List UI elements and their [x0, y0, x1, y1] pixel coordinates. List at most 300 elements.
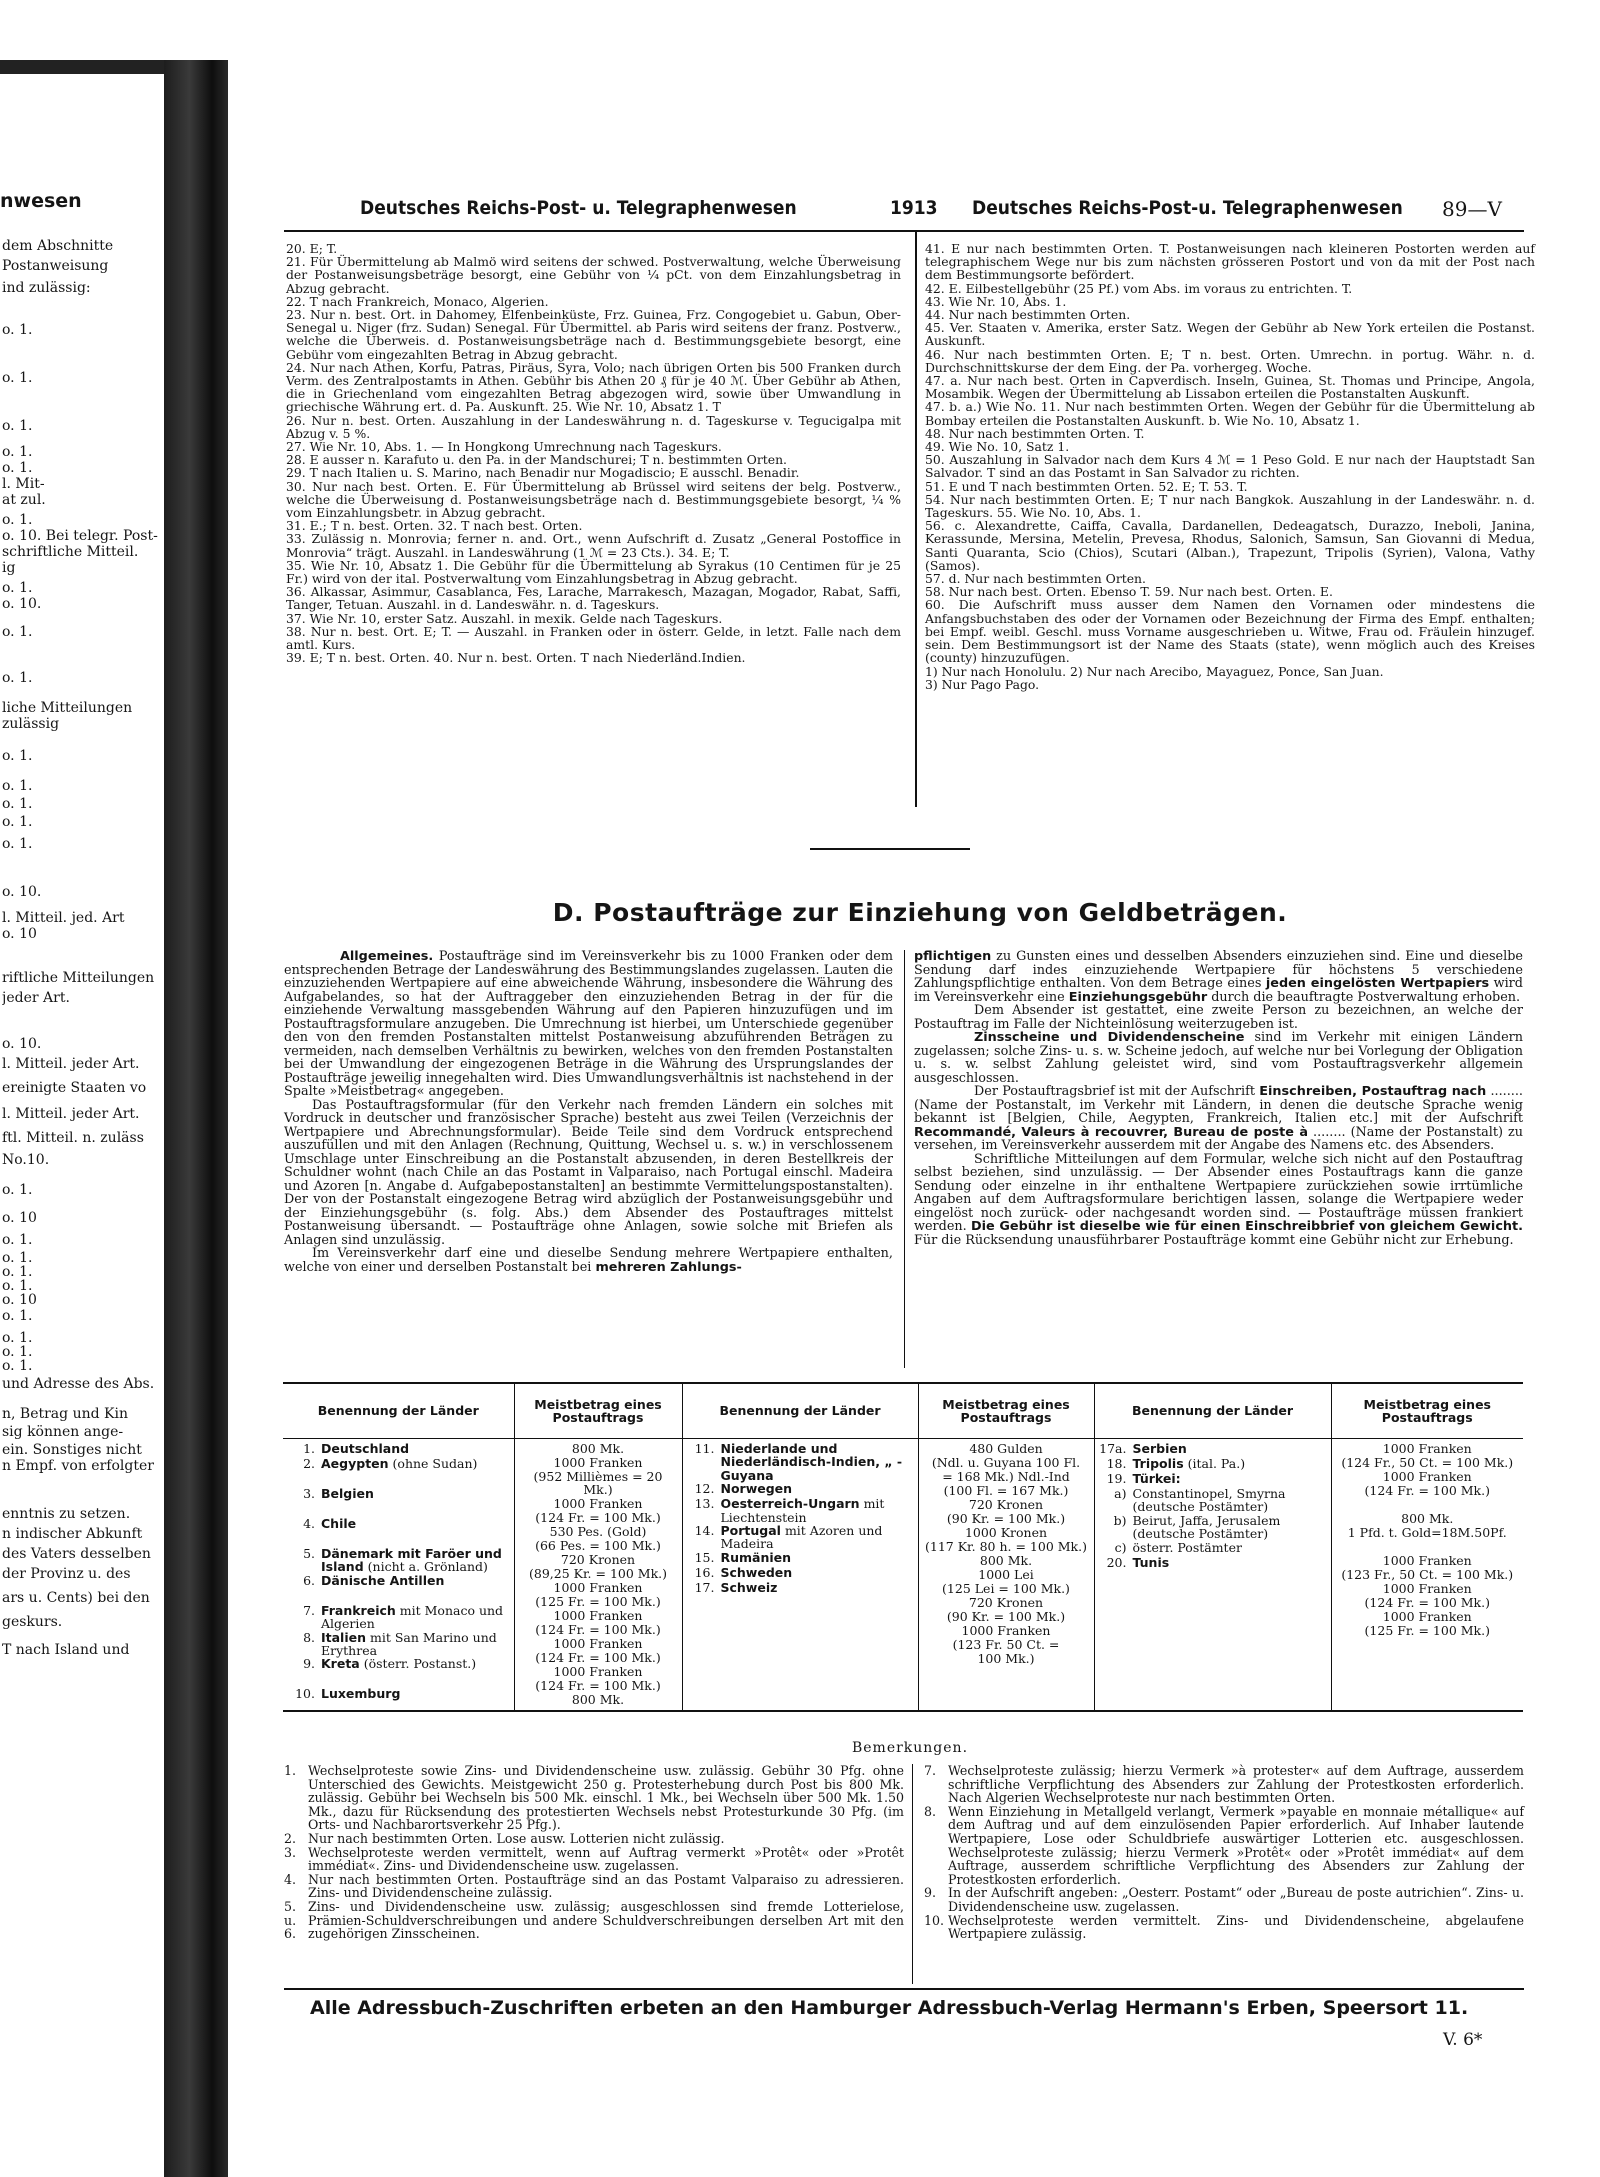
country-name-bold: Belgien	[321, 1486, 374, 1501]
country-row	[1099, 1472, 1327, 1487]
section-separator	[810, 848, 970, 850]
country-name-bold: Türkei:	[1132, 1471, 1181, 1486]
max-amount: (90 Kr. = 100 Mk.)	[946, 1609, 1066, 1624]
footnote: 57. d. Nur nach bestimmten Orten.	[925, 571, 1146, 587]
country-name	[321, 1457, 510, 1472]
left-page-line: ein. Sonstiges nicht	[2, 1442, 142, 1458]
footnote: 54. Nur nach bestimmten Orten. E; T nur nach Bangkok. Auszahlung in der Landeswähr. n. d. Tageskurs. 55. Wie No. 10, Abs. 1.	[925, 491, 1535, 521]
country-name-bold: Tunis	[1132, 1554, 1170, 1570]
max-amount: (124 Fr. = 100 Mk.)	[535, 1621, 661, 1637]
remark-number: 9.	[924, 1885, 937, 1901]
countries-column-3	[1094, 1439, 1331, 1711]
max-amount: (89,25 Kr. = 100 Mk.)	[528, 1565, 668, 1581]
max-amount: 100 Mk.)	[977, 1651, 1035, 1666]
remark-number: 7.	[924, 1763, 937, 1778]
left-page-line: o. 1.	[2, 370, 33, 386]
country-number: 17.	[694, 1579, 715, 1595]
max-amount: 1000 Lei	[978, 1567, 1034, 1582]
country-name-bold: Schweden	[720, 1564, 793, 1580]
left-page-line: o. 1.	[2, 1344, 33, 1360]
footnote: 44. Nur nach bestimmten Orten.	[925, 307, 1131, 323]
country-number: 4.	[303, 1516, 315, 1531]
footnote: 27. Wie Nr. 10, Abs. 1. — In Hongkong Umrechnung nach Tageskurs.	[286, 439, 722, 455]
left-page-line: o. 1.	[2, 418, 33, 434]
max-amount: (124 Fr. = 100 Mk.)	[535, 1649, 661, 1665]
left-page-line: o. 1.	[2, 322, 33, 338]
country-row	[287, 1672, 510, 1687]
max-amount: (66 Pes. = 100 Mk.)	[535, 1537, 661, 1553]
country-name	[321, 1631, 510, 1658]
country-number: 2.	[303, 1456, 315, 1471]
max-amount: 800 Mk.	[979, 1553, 1033, 1568]
country-name	[321, 1672, 510, 1687]
country-number: 19.	[1106, 1471, 1127, 1486]
section-column-divider	[904, 950, 905, 1368]
section-bold-pflichtigen: pflichtigen	[914, 949, 992, 964]
max-amount: 1000 Franken	[553, 1635, 643, 1651]
footnote: 28. E ausser n. Karafuto u. den Pa. in der Mandschurei; T n. bestimmten Orten.	[286, 452, 787, 468]
max-amount: 480 Gulden	[969, 1441, 1043, 1456]
remarks-title: Bemerkungen.	[851, 1740, 969, 1756]
country-name	[721, 1442, 914, 1482]
section-text-brief-a: Der Postauftragsbrief ist mit der Aufschrift	[974, 1084, 1260, 1099]
country-number: 12.	[694, 1481, 715, 1497]
remark-text: Wenn Einziehung in Metallgeld verlangt, Vermerk »payable en monnaie métallique« auf dem Auftrag und auf dem einzulösenden Papier erforderlich. Auf Inhaber lautende Wertpapiere, Lose oder Schuldbriefe auswärtiger Lotterien etc. ausgeschlossen. Wechselproteste zulässig; hierzu Vermerk »Protêt« oder »Protêt immédiat« auf dem Auftrage, ausserdem schriftliche Verpflichtung des Absenders zur Zahlung der Protestkosten erforderlich.	[948, 1803, 1524, 1887]
max-amount: 1 Pfd. t. Gold=18M.50Pf.	[1347, 1525, 1507, 1540]
max-amount: 1000 Franken	[1382, 1609, 1472, 1624]
country-name	[1133, 1541, 1327, 1556]
footer-advert: Alle Adressbuch-Zuschriften erbeten an den Hamburger Adressbuch-Verlag Hermann's Erben, Speersort 11.	[310, 1997, 1469, 2019]
left-page-line: o. 1.	[2, 1182, 33, 1198]
max-amount: = 168 Mk.) Ndl.-Ind	[942, 1469, 1070, 1484]
remark-item	[284, 1873, 904, 1900]
remark-item	[284, 1846, 904, 1873]
country-row	[287, 1472, 510, 1487]
country-name-bold: Schweiz	[720, 1579, 778, 1595]
left-page-line: jeder Art.	[2, 990, 70, 1006]
country-name-bold: Serbien	[1132, 1441, 1187, 1456]
left-page-line: Postanweisung	[2, 258, 109, 274]
values-column-1	[514, 1439, 682, 1711]
remark-text: Wechselproteste zulässig; hierzu Vermerk »à protester« auf dem Auftrage, ausserdem schriftliche Verpflichtung des Absenders zur Zahlung der Protestkosten erforderlich. Nach Algerien Wechselproteste nur nach bestimmten Orten.	[948, 1763, 1524, 1806]
th-countries-1: Benennung der Länder	[283, 1383, 514, 1439]
left-page-line: ars u. Cents) bei den	[2, 1590, 150, 1606]
country-name	[1133, 1472, 1327, 1487]
left-page-line: o. 10	[2, 1210, 37, 1226]
section-text-formular: Das Postauftragsformular (für den Verkehr nach fremden Ländern ein solches mit Vordruck in deutscher und französischer Sprache) besteht aus zwei Teilen (Verzeichnis der Wertpapiere und Abrechnungsformular). Beide Teile sind dem Vordruck entsprechend auszufüllen und mit den Anlagen (Rechnung, Quittung, Wechsel u. s. w.) in verschlossenem Umschlage unter Einschreibung an die Postanstalt abzusenden, in deren Bestellkreis der Schuldner wohnt (nach Chile an das Postamt in Valparaiso, nach Portugal einschl. Madeira und Azoren [n. Angabe d. Aufgabepostanstalten] an bestimmte Vermittelungspostanstalten). Der von der Postanstalt eingezogene Betrag wird abzüglich der Postanweisungsgebühr und der Einziehungsgebühr (s. folg. Abs.) dem Absender des Postauftrages mittelst Postanweisung übersandt. — Postaufträge ohne Anlagen, sowie solche mit Briefen als Anlagen sind unzulässig.	[284, 1097, 893, 1248]
left-page-line: sig können ange-	[2, 1424, 124, 1440]
header-year: 1913	[890, 197, 938, 219]
max-amount: 1000 Franken	[1382, 1441, 1472, 1456]
countries-column-1	[283, 1439, 514, 1711]
section-column-right	[914, 950, 1523, 1247]
countries-column-2	[682, 1439, 918, 1711]
section-text-brief-c: ........ (Name der Postanstalt) zu versehen, im Vereinsverkehr ausserdem mit der Angabe des Namens etc. des Absenders.	[914, 1124, 1523, 1153]
country-row	[687, 1482, 914, 1497]
section-title: D. Postaufträge zur Einziehung von Geldbeträgen.	[552, 898, 1288, 927]
left-page-line: o. 1.	[2, 748, 33, 764]
footnote: 1) Nur nach Honolulu. 2) Nur nach Arecibo, Mayaguez, Ponce, San Juan.	[925, 663, 1384, 679]
country-name-bold: Norwegen	[720, 1481, 793, 1497]
country-row	[1099, 1487, 1327, 1514]
section-text-1: zu Gunsten eines und desselben Absenders einzuziehen sind. Eine und dieselbe Sendung darf indes einzuziehende Wertpapiere für höchstens 5 verschiedene Zahlungspflichtige enthalten. Von dem Betrage eines	[914, 949, 1523, 991]
left-page-line: schriftliche Mitteil.	[2, 544, 139, 560]
left-page-line: o. 10	[2, 1292, 37, 1308]
max-amount: 800 Mk.	[571, 1691, 625, 1707]
left-page-line: o. 10. Bei telegr. Post-	[2, 528, 158, 544]
left-page-line: o. 1.	[2, 670, 33, 686]
footnote: 56. c. Alexandrette, Caiffa, Cavalla, Dardanellen, Dedeagatsch, Durazzo, Ineboli, Janina, Kerassunde, Mersina, Metelin, Prevesa, Rhodus, Salonich, Samsun, San Giovanni di Medua, Santi Quaranta, Scio (Chios), Scutari (Alban.), Trapezunt, Tripolis (Syrien), Valona, Vathy (Samos).	[925, 518, 1535, 573]
country-name	[321, 1574, 510, 1589]
remark-item	[284, 1832, 904, 1846]
country-name-bold: Dänemark mit Faröer und Island	[321, 1546, 502, 1575]
max-amount: (Ndl. u. Guyana 100 Fl.	[931, 1455, 1081, 1470]
country-name-bold: Italien	[321, 1629, 367, 1645]
max-amount: (124 Fr., 50 Ct. = 100 Mk.)	[1341, 1455, 1514, 1470]
left-page-line: liche Mitteilungen	[2, 700, 133, 716]
page-mark: V. 6*	[1443, 2030, 1483, 2050]
country-row	[287, 1574, 510, 1589]
max-amount: (123 Fr. 50 Ct. =	[952, 1637, 1060, 1652]
th-countries-3: Benennung der Länder	[1094, 1383, 1331, 1439]
header-right-title: Deutsches Reichs-Post-u. Telegraphenwesen	[972, 197, 1403, 219]
country-name-bold: Niederlande und Niederländisch-Indien, „ -Guyana	[720, 1441, 903, 1483]
max-amount: 1000 Franken	[553, 1607, 643, 1623]
max-amount: 1000 Franken	[1382, 1553, 1472, 1568]
country-name-extra: (ital. Pa.)	[1183, 1456, 1246, 1471]
country-row	[1099, 1514, 1327, 1541]
max-amount: 1000 Franken	[553, 1495, 643, 1511]
country-number: c)	[1114, 1539, 1127, 1555]
country-name	[321, 1502, 510, 1517]
footnote: 50. Auszahlung in Salvador nach dem Kurs 4 ℳ = 1 Peso Gold. E nur nach der Hauptstadt San Salvador. T sind an das Postamt in San Salvador zu richten.	[925, 452, 1535, 481]
max-amount: 720 Kronen	[560, 1551, 636, 1567]
max-amount: 800 Mk.	[1401, 1511, 1454, 1526]
country-name-extra: mit Monaco und Algerien	[321, 1602, 504, 1632]
remarks-right	[924, 1764, 1524, 1941]
section-text-vereinsverkehr: Im Vereinsverkehr darf eine und dieselbe Sendung mehrere Wertpapiere enthalten, welche von einer und derselben Postanstalt bei	[284, 1246, 893, 1275]
remark-item	[284, 1900, 904, 1941]
country-row	[287, 1687, 510, 1702]
left-page-line: l. Mitteil. jeder Art.	[2, 1106, 140, 1122]
remark-item	[924, 1764, 1524, 1805]
footnote: 48. Nur nach bestimmten Orten. T.	[925, 425, 1145, 441]
left-page-line: o. 1.	[2, 1358, 33, 1374]
running-header	[360, 197, 1525, 227]
max-amount: (124 Fr. = 100 Mk.)	[1364, 1483, 1490, 1498]
section-text-2: wird im Vereinsverkehr eine	[914, 976, 1523, 1005]
footnote: 20. E; T.	[286, 241, 338, 256]
country-row	[287, 1487, 510, 1502]
country-row	[287, 1517, 510, 1532]
max-amount: (90 Kr. = 100 Mk.)	[946, 1511, 1066, 1526]
country-number: 3.	[303, 1486, 315, 1501]
country-name-bold: Dänische Antillen	[321, 1572, 445, 1588]
country-name	[321, 1487, 510, 1502]
section-bold-gebuehr: Einziehungsgebühr	[1068, 989, 1208, 1005]
footnote: 33. Zulässig n. Monrovia; ferner n. and. Ort., wenn Aufschrift d. Zusatz „General Postoffice in Monrovia“ trägt. Auszahl. in Landeswährung (1 ℳ = 23 Cts.). 34. E; T.	[286, 531, 901, 560]
footnote: 49. Wie No. 10, Satz 1.	[925, 439, 1070, 455]
lead-label: Allgemeines.	[340, 949, 434, 964]
country-row	[1099, 1442, 1327, 1457]
max-amount: (125 Fr. = 100 Mk.)	[535, 1593, 661, 1609]
section-bold-gleiche-gebuehr: Die Gebühr ist dieselbe wie für einen Einschreibbrief von gleichem Gewicht.	[971, 1219, 1523, 1234]
max-amount: (125 Lei = 100 Mk.)	[942, 1581, 1070, 1596]
section-text-absender: Dem Absender ist gestattet, eine zweite Person zu bezeichnen, an welche der Postauftrag im Falle der Nichteinlösung weiterzugeben ist.	[914, 1003, 1523, 1032]
left-page-line: T nach Island und	[2, 1642, 130, 1658]
left-page-line: o. 1.	[2, 460, 33, 476]
country-row	[687, 1524, 914, 1551]
left-page-line: des Vaters desselben	[2, 1546, 151, 1562]
footnote: 26. Nur n. best. Orten. Auszahlung in der Landeswährung n. d. Tageskurse v. Tegucigalpa mit Abzug v. 5 %.	[286, 412, 901, 441]
header-page-number: 89—V	[1442, 197, 1502, 221]
country-number: 1.	[303, 1441, 315, 1456]
values-column-3	[1331, 1439, 1523, 1711]
country-number: 20.	[1106, 1554, 1127, 1570]
left-page-line: n, Betrag und Kin	[2, 1406, 128, 1422]
left-page-line: und Adresse des Abs.	[2, 1376, 155, 1392]
country-name-extra: österr. Postämter	[1132, 1539, 1242, 1555]
footnote: 21. Für Übermittelung ab Malmö wird seitens der schwed. Postverwaltung, welche Überweisung der Postanweisungsbeträge besorgt, eine Gebühr von ¼ pCt. von dem Einzahlungsbetrag in Abzug gebracht.	[286, 254, 901, 296]
footnote: 45. Ver. Staaten v. Amerika, erster Satz. Wegen der Gebühr ab New York erteilen die Postanst. Auskunft.	[925, 320, 1535, 349]
country-row	[287, 1457, 510, 1472]
country-number	[287, 1532, 321, 1547]
country-name	[721, 1497, 914, 1524]
max-amount: (100 Fl. = 167 Mk.)	[943, 1483, 1069, 1498]
country-row	[1099, 1541, 1327, 1556]
country-name	[721, 1581, 914, 1596]
country-row	[1099, 1457, 1327, 1472]
max-amount: 530 Pes. (Gold)	[549, 1523, 647, 1539]
section-text-mitteilungen: Schriftliche Mitteilungen auf dem Formular, welche sich nicht auf den Postauftrag selbst beziehen, sind unzulässig. — Der Absender eines Postauftrags kann die ganze Sendung oder einzelne in ihr enthaltene Wertpapiere zurückziehen sowie irrtümliche Angaben auf dem Auftragsformulare berichtigen lassen, solange die Wertpapiere weder eingelöst noch zurück- oder nachgesandt worden sind. — Postaufträge müssen frankiert werden.	[914, 1151, 1523, 1234]
country-row	[287, 1442, 510, 1457]
country-name	[1133, 1457, 1327, 1472]
country-row	[287, 1532, 510, 1547]
country-row	[687, 1566, 914, 1581]
section-bold-zahlungs: mehreren Zahlungs-	[595, 1259, 742, 1275]
remark-item	[924, 1914, 1524, 1941]
country-name	[321, 1442, 510, 1457]
left-page-line: dem Abschnitte	[2, 238, 114, 254]
country-name	[321, 1517, 510, 1532]
country-row	[687, 1581, 914, 1596]
remark-number: 10.	[924, 1912, 945, 1928]
country-number: 5.	[303, 1546, 315, 1561]
country-number: b)	[1113, 1512, 1127, 1528]
country-name	[321, 1472, 510, 1487]
country-number	[287, 1472, 321, 1487]
left-page-line: o. 10.	[2, 1036, 42, 1052]
section-bold-einschreiben: Einschreiben, Postauftrag nach	[1259, 1084, 1487, 1099]
country-number	[287, 1672, 321, 1687]
remark-text: Nur nach bestimmten Orten. Lose ausw. Lotterien nicht zulässig.	[308, 1830, 725, 1846]
country-name-extra: (nicht a. Grönland)	[363, 1559, 488, 1575]
country-name-bold: Aegypten	[321, 1456, 389, 1471]
section-text-brief-b: ........ (Name der Postanstalt, im Verkehr mit Ländern, in denen die deutsche Sprache wenig bekannt ist [Belgien, Chile, Aegypten, Frankreich, Italien etc.] mit der Aufschrift	[914, 1084, 1523, 1126]
max-amount: 1000 Franken	[1382, 1581, 1472, 1596]
max-amount	[1336, 1540, 1520, 1554]
country-number: 8.	[303, 1629, 315, 1645]
section-bold-zinsscheine: Zinsscheine und Dividendenscheine	[974, 1030, 1245, 1045]
left-page-line: l. Mitteil. jed. Art	[2, 910, 125, 926]
left-page-line: ig	[2, 560, 16, 576]
left-page-line: o. 1.	[2, 580, 33, 596]
section-text-3: durch die beauftragte Postverwaltung erhoben.	[1207, 989, 1521, 1005]
country-name-extra: (österr. Postanst.)	[359, 1656, 477, 1672]
remarks-divider	[912, 1764, 913, 1984]
country-name	[1133, 1514, 1327, 1541]
left-page-line: zulässig	[2, 716, 60, 732]
remark-text: Zins- und Dividendenscheine usw. zulässig; ausgeschlossen sind fremde Lotterielose, Prämien-Schuldverschreibungen und andere Schuldverschreibungen derselben Art mit den zugehörigen Zinsscheinen.	[308, 1898, 904, 1942]
footnote: 23. Nur n. best. Ort. in Dahomey, Elfenbeinküste, Frz. Guinea, Frz. Congogebiet u. Gabun, Ober-Senegal u. Niger (frz. Sudan) Senegal. Für Übermittel. ab Paris wird seitens der franz. Postverw., welche die Überweis. d. Postanweisungsbeträge nach d. Bestimmungsgebiete besorgt, eine Gebühr vom eingezahlten Betrag in Abzug gebracht.	[286, 307, 901, 362]
country-row	[287, 1502, 510, 1517]
country-row	[687, 1442, 914, 1482]
remark-number: 2.	[284, 1830, 297, 1846]
max-amount: (124 Fr. = 100 Mk.)	[535, 1509, 661, 1525]
footnote: 39. E; T n. best. Orten. 40. Nur n. best. Orten. T nach Niederländ.Indien.	[286, 650, 746, 666]
left-page-line: o. 1.	[2, 1308, 33, 1324]
left-page-line: o. 1.	[2, 814, 33, 830]
left-page-line: o. 10.	[2, 596, 42, 612]
footnote: 22. T nach Frankreich, Monaco, Algerien.	[286, 293, 549, 309]
country-name-bold: Portugal	[720, 1523, 781, 1539]
values-column-2	[918, 1439, 1094, 1711]
country-number: 16.	[694, 1564, 715, 1580]
footer-rule	[284, 1988, 1524, 1990]
left-page-line: geskurs.	[2, 1614, 63, 1630]
max-amount: 1000 Franken	[961, 1623, 1051, 1638]
country-name	[321, 1687, 510, 1702]
section-text-zinsscheine: sind im Verkehr mit einigen Ländern zugelassen; solche Zins- u. s. w. Scheine jedoch, auf welche nur bei Vorlegung der Obligation u. s. w. selbst Zahlung geleistet wird, sind vom Postauftragsverkehr allgemein ausgeschlossen.	[914, 1030, 1523, 1086]
footnote-divider	[915, 232, 917, 807]
country-row	[287, 1589, 510, 1604]
country-number: 11.	[694, 1441, 715, 1456]
remark-text: In der Aufschrift angeben: „Oesterr. Postamt“ oder „Bureau de poste autrichien“. Zins- u. Dividendenscheine usw. zugelassen.	[948, 1885, 1524, 1914]
footnote: 58. Nur nach best. Orten. Ebenso T. 59. Nur nach best. Orten. E.	[925, 584, 1333, 600]
left-page-line: No.10.	[2, 1152, 50, 1168]
postauftrag-table	[283, 1382, 1523, 1712]
country-row	[1099, 1556, 1327, 1571]
country-number: 15.	[694, 1549, 715, 1565]
max-amount: (125 Fr. = 100 Mk.)	[1364, 1623, 1490, 1638]
max-amount: 1000 Franken	[553, 1663, 643, 1679]
section-column-left	[284, 950, 893, 1274]
book-gutter	[164, 60, 228, 2177]
footnote: 36. Alkassar, Asimmur, Casablanca, Fes, Larache, Marrakesch, Mazagan, Mogador, Rabat, Saffi, Tanger, Tetuan. Auszahl. in d. Landeswähr. n. d. Tageskurs.	[286, 584, 901, 613]
country-name	[1133, 1442, 1327, 1457]
country-name-bold: Rumänien	[720, 1549, 792, 1565]
country-name	[1133, 1556, 1327, 1571]
remark-text: Wechselproteste sowie Zins- und Dividendenscheine usw. zulässig. Gebühr 30 Pfg. ohne Unterschied des Gewichts. Meistgewicht 250 g. Protesterhebung durch Post bis 800 Mk. zulässig. Gebühr bei Wechseln bis 500 Mk. einschl. 1 Mk., bei Wechseln über 500 Mk. 1.50 Mk., dazu für Rücksendung des protestierten Wechsels nebst Protesturkunde 30 Pfg. (im Orts- und Nachbarortsverkehr 25 Pfg.).	[308, 1763, 904, 1833]
country-row	[287, 1604, 510, 1631]
left-page-line: o. 1.	[2, 444, 33, 460]
left-page-line: l. Mitteil. jeder Art.	[2, 1056, 140, 1072]
left-page-line: n Empf. von erfolgter	[2, 1458, 154, 1474]
country-row	[687, 1497, 914, 1524]
remark-number: 1.	[284, 1763, 297, 1778]
country-name-extra: (ohne Sudan)	[388, 1456, 478, 1471]
left-page-line: enntnis zu setzen.	[2, 1506, 131, 1522]
footnote: 60. Die Aufschrift muss ausser dem Namen den Vornamen oder mindestens die Anfangsbuchstaben des oder der Vornamen oder Bezeichnung der Firma des Empf. enthalten; bei Empf. weibl. Geschl. muss Vorname ausgeschrieben u. Witwe, Frau od. Fräulein hinzugef. sein. Dem Bestimmungsort ist der Name des Staats (state), wenn möglich auch des Kreises (county) hinzuzufügen.	[925, 597, 1535, 666]
left-page-line: o. 10	[2, 926, 37, 942]
page-edge-top	[0, 60, 164, 74]
left-page-line: o. 1.	[2, 1250, 33, 1266]
country-name-bold: Kreta	[321, 1656, 360, 1672]
footnote: 47. a. Nur nach best. Orten in Capverdisch. Inseln, Guinea, St. Thomas und Principe, Angola, Mosambik. Wegen der Übermittelung ab Lissabon erteilen die Postanstalten Auskunft.	[925, 373, 1535, 402]
footnote: 35. Wie Nr. 10, Absatz 1. Die Gebühr für die Übermittelung ab Syrakus (10 Centimen für je 25 Fr.) wird von der ital. Postverwaltung vom Einzahlungsbetrag in Abzug gebracht.	[286, 557, 901, 587]
left-page-line: ereinigte Staaten vo	[2, 1080, 147, 1096]
country-number: 13.	[694, 1496, 715, 1512]
header-left-title: Deutsches Reichs-Post- u. Telegraphenwesen	[360, 197, 797, 219]
max-amount: (124 Fr. = 100 Mk.)	[1364, 1595, 1490, 1610]
left-page-line: o. 1.	[2, 1264, 33, 1280]
country-name-extra: mit Liechtenstein	[720, 1496, 885, 1525]
table-header-row	[283, 1383, 1523, 1439]
country-number: 14.	[694, 1523, 715, 1539]
max-amount: 800 Mk.	[571, 1441, 625, 1456]
max-amount: 1000 Franken	[553, 1455, 643, 1470]
max-amount: (117 Kr. 80 h. = 100 Mk.)	[925, 1539, 1087, 1554]
left-page-line: o. 1.	[2, 1330, 33, 1346]
remark-item	[924, 1886, 1524, 1913]
country-name-bold: Luxemburg	[321, 1686, 401, 1702]
max-amount	[1336, 1498, 1520, 1512]
country-name-extra: Beirut, Jaffa, Jerusalem (deutsche Postämter)	[1132, 1512, 1281, 1542]
section-bold-wertpapier: jeden eingelösten Wertpapiers	[1265, 976, 1490, 991]
left-page-line: o. 1.	[2, 1232, 33, 1248]
remark-text: Nur nach bestimmten Orten. Postaufträge sind an das Postamt Valparaiso zu adressieren. Zins- und Dividendenscheine zulässig.	[308, 1871, 904, 1901]
max-amount: (123 Fr., 50 Ct. = 100 Mk.)	[1341, 1567, 1514, 1582]
country-number: 7.	[303, 1602, 315, 1618]
footnote: 43. Wie Nr. 10, Abs. 1.	[925, 293, 1067, 309]
max-amount: (124 Fr. = 100 Mk.)	[535, 1677, 661, 1693]
country-name-extra: Constantinopel, Smyrna (deutsche Postämter)	[1132, 1486, 1286, 1515]
max-amount: 1000 Franken	[553, 1579, 643, 1595]
th-max-1: Meistbetrag eines Postauftrags	[514, 1383, 682, 1439]
country-number	[287, 1502, 321, 1517]
section-text-lead: Postaufträge sind im Vereinsverkehr bis zu 1000 Franken oder dem entsprechenden Betrage der Landeswährung des Bestimmungslandes zugelassen. Lauten die einzuziehenden Wertpapiere auf eine abweichende Währung, insbesondere die Währung des Aufgabelandes, so hat der Auftraggeber den einzuziehenden Betrag in der für die einziehende Verwaltung massgebenden Währung auf den Papieren hinzuzufügen und im Postauftragsformulare anzugeben. Die Umrechnung ist hierbei, um Unterschiede gegenüber den von den fremden Postanstalten mittelst Postanweisung abzuführenden Beträgen zu vermeiden, nach demselben Verhältnis zu bewirken, welches von den fremden Postanstalten bei der Umwandlung der eingezogenen Beträge in die Währung des Ursprungslandes der Postaufträge jeweilig innegehalten wird. Dies Umwandlungsverhältnis ist nachstehend in der Spalte »Meistbetrag« angegeben.	[284, 949, 893, 1099]
footnote: 42. E. Eilbestellgebühr (25 Pf.) vom Abs. im voraus zu entrichten. T.	[925, 280, 1353, 296]
country-name	[321, 1604, 510, 1631]
footnote: 3) Nur Pago Pago.	[925, 676, 1040, 692]
country-row	[687, 1551, 914, 1566]
remark-text: Wechselproteste werden vermittelt. Zins- und Dividendenscheine, abgelaufene Wertpapiere zulässig.	[948, 1912, 1524, 1942]
footnote: 24. Nur nach Athen, Korfu, Patras, Piräus, Syra, Volo; nach übrigen Orten bis 500 Franken durch Verm. des Zentralpostamts in Athen. Gebühr bis Athen 20 ₰ für je 40 ℳ. Über Gebühr ab Athen, die in Griechenland vom eingezahlten Betrag abgezogen wird, sowie über Umwandlung in griechische Währung ert. d. Pa. Auskunft. 25. Wie Nr. 10, Absatz 1. T	[286, 359, 901, 415]
footnote: 30. Nur nach best. Orten. E. Für Übermittelung ab Brüssel wird seitens der belg. Postverw., welche die Überweisung d. Postanweisungsbeträge nach d. Bestimmungsgebiete besorgt, ¼ % vom Einzahlungsbetr. in Abzug gebracht.	[286, 478, 901, 521]
country-name	[321, 1547, 510, 1574]
country-name	[721, 1524, 914, 1551]
country-name	[321, 1532, 510, 1547]
remarks-left	[284, 1764, 904, 1941]
footnote: 38. Nur n. best. Ort. E; T. — Auszahl. in Franken oder in österr. Gelde, in letzt. Falle nach dem amtl. Kurs.	[286, 623, 901, 653]
header-rule	[284, 230, 1524, 232]
country-name-extra: mit Azoren und Madeira	[720, 1523, 883, 1552]
th-max-2: Meistbetrag eines Postauftrags	[918, 1383, 1094, 1439]
footnote: 31. E.; T n. best. Orten. 32. T nach best. Orten.	[286, 518, 583, 534]
country-number	[287, 1589, 321, 1604]
remark-number: 4.	[284, 1871, 297, 1887]
left-page-line: o. 1.	[2, 836, 33, 852]
country-name-bold: Oesterreich-Ungarn	[720, 1496, 860, 1512]
country-name-bold: Frankreich	[321, 1602, 396, 1618]
max-amount: 1000 Kronen	[964, 1525, 1048, 1540]
left-page-line: o. 1.	[2, 512, 33, 528]
country-name	[321, 1589, 510, 1604]
country-number: a)	[1114, 1486, 1127, 1501]
table-body-row	[283, 1439, 1523, 1711]
footnote: 47. b. a.) Wie No. 11. Nur nach bestimmten Orten. Wegen der Gebühr für die Übermittelung ab Bombay erteilen die Postanstalten Auskunft. b. Wie No. 10, Absatz 1.	[925, 399, 1535, 428]
th-countries-2: Benennung der Länder	[682, 1383, 918, 1439]
